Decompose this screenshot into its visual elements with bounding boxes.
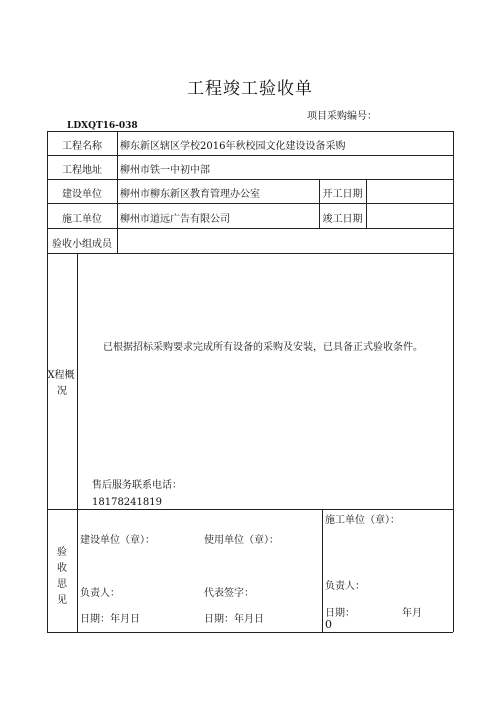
table-line <box>47 253 453 254</box>
project-address-value: 柳州市铁一中初中部 <box>120 165 210 176</box>
table-line <box>47 131 453 132</box>
overview-label <box>47 368 77 400</box>
project-number-label: 项目采购编号： <box>307 111 377 122</box>
builder-seal-label: 建设单位（章）： <box>80 535 155 546</box>
user-seal-label: 使用单位（章）： <box>204 535 279 546</box>
date-label-tail: 年月 <box>402 608 422 619</box>
table-line <box>77 253 78 632</box>
person-in-charge-label: 负责人： <box>325 581 365 592</box>
service-phone-label: 售后服务联系电话： <box>92 480 182 491</box>
contractor-seal-label: 施工单位（章）： <box>325 515 400 526</box>
overview-label-line-1: X程概 <box>47 370 75 381</box>
table-line <box>47 155 453 156</box>
representative-sign-label: 代表签字： <box>204 588 254 599</box>
date-value: 0 <box>325 618 332 631</box>
person-in-charge-label: 负责人： <box>80 588 120 599</box>
contractor-value: 柳州市道远广告有限公司 <box>120 214 230 225</box>
opinion-char: 收 <box>57 563 67 574</box>
table-line <box>47 179 453 180</box>
service-phone-value: 18178241819 <box>92 497 162 508</box>
start-date-label: 开工日期 <box>322 189 363 200</box>
project-name-label: 工程名称 <box>62 141 102 152</box>
page-title: 工程竣工验收单 <box>187 79 313 99</box>
finish-date-label: 竣工日期 <box>322 214 363 225</box>
table-line <box>47 203 453 204</box>
builder-value: 柳州市柳东新区教育管理办公室 <box>120 189 260 200</box>
builder-label: 建设单位 <box>62 189 102 200</box>
overview-label-line-2: 况 <box>57 386 67 397</box>
opinion-char: 见 <box>57 595 67 606</box>
opinion-char: 验 <box>57 547 67 558</box>
overview-text: 已根据招标采购要求完成所有设备的采购及安装，已具备正式验收条件。 <box>103 342 423 353</box>
table-line <box>322 509 323 632</box>
project-name-value: 柳东新区辖区学校2016年秋校园文化建设设备采购 <box>120 141 346 152</box>
date-label: 日期：年月日 <box>204 614 264 625</box>
table-line <box>453 131 454 632</box>
opinion-char: 思 <box>57 579 67 590</box>
date-label: 日期： <box>325 608 355 619</box>
project-address-label: 工程地址 <box>62 165 102 176</box>
table-line <box>47 509 453 510</box>
table-line <box>366 179 367 228</box>
team-label: 验收小组成员 <box>52 239 112 250</box>
date-label: 日期：年月日 <box>80 614 140 625</box>
document-code: LDXQT16-038 <box>67 121 138 131</box>
contractor-label: 施工单位 <box>62 214 102 225</box>
table-line <box>47 632 453 633</box>
table-line <box>47 228 453 229</box>
opinion-label <box>47 545 77 609</box>
table-line <box>117 131 118 253</box>
